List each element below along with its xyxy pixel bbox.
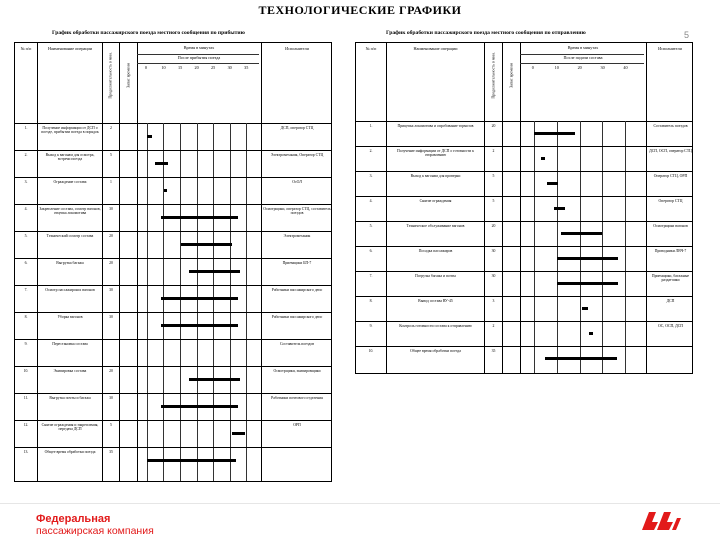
left-row-duration: 30 — [109, 207, 113, 211]
left-schedule-table — [14, 42, 332, 482]
right-schedule-table — [355, 42, 693, 374]
right-row-duration: 20 — [491, 124, 496, 128]
left-row-operation: Снятие ограждения и закрепления, передача ДСП — [41, 423, 99, 432]
left-row-operation: Общее время обработки поезда — [44, 450, 96, 454]
left-row-operation: Перестановка состава — [52, 342, 88, 346]
right-row-operation: Техническое обслуживание вагонов — [406, 224, 465, 228]
left-gantt-bar — [161, 324, 238, 327]
right-row-number: 5. — [369, 224, 373, 228]
left-row-number: 4. — [24, 207, 28, 211]
left-row-operation: Выгрузка почты и багажа — [49, 396, 91, 400]
right-row-executor — [648, 349, 693, 370]
right-row-executor: Оператор СТЦ — [658, 199, 683, 203]
left-row-duration: 5 — [110, 153, 112, 157]
left-row-number: 3. — [24, 180, 28, 184]
right-time-tick: 10 — [554, 65, 559, 70]
left-row-number: 13. — [23, 450, 29, 454]
right-row-number: 3. — [369, 174, 373, 178]
left-row-number: 5. — [24, 234, 28, 238]
left-row-number: 11. — [23, 396, 29, 400]
left-row-operation: Экипировка состава — [53, 369, 87, 373]
left-row-duration — [103, 342, 119, 365]
left-header-num: № п/п — [20, 46, 32, 51]
right-gantt-bar — [547, 182, 557, 185]
left-row-duration: 20 — [109, 261, 113, 265]
left-row-number: 1. — [24, 126, 28, 130]
left-row-operation: Выгрузка багажа — [56, 261, 84, 265]
left-row-duration: 30 — [109, 315, 113, 319]
right-time-tick: 20 — [577, 65, 582, 70]
right-row-duration: 30 — [491, 249, 496, 253]
left-row-executor: Работники пассажирского депо — [271, 288, 323, 292]
left-gantt-bar — [147, 135, 152, 138]
left-row-duration: 30 — [109, 396, 113, 400]
left-row-executor: ОРП — [293, 423, 301, 427]
left-time-tick: 10 — [161, 65, 166, 70]
left-row-duration: 1 — [110, 180, 112, 184]
right-header-executor: Исполнители — [658, 46, 682, 51]
right-gantt-bar — [561, 232, 602, 235]
right-row-number: 8. — [369, 299, 373, 303]
right-row-number: 6. — [369, 249, 373, 253]
left-row-duration: 30 — [109, 288, 113, 292]
right-row-number: 10. — [368, 349, 374, 353]
right-row-executor: ОС, ОСП, ДСП — [657, 324, 684, 328]
rzd-logo-icon — [640, 510, 682, 532]
left-gantt-bar — [164, 189, 167, 192]
right-row-executor: Осмотрщики вагонов — [653, 224, 688, 228]
right-header-time-sub: После подачи состава — [563, 55, 603, 60]
left-gantt-bar — [155, 162, 168, 165]
right-time-tick: 40 — [623, 65, 628, 70]
right-header-time: Время в минутах — [567, 45, 599, 50]
left-time-tick: 0 — [144, 65, 147, 70]
left-row-executor: Приемщики БП-7 — [282, 261, 312, 265]
left-time-tick: 20 — [194, 65, 199, 70]
left-row-duration: 5 — [110, 423, 112, 427]
left-row-operation: Осмотр пассажирских вагонов — [45, 288, 95, 292]
right-row-number: 1. — [369, 124, 373, 128]
right-row-number: 4. — [369, 199, 373, 203]
right-row-duration: 35 — [491, 349, 496, 353]
right-row-operation: Общее время обработки поезда — [410, 349, 461, 353]
left-row-executor: ДСП, оператор СТЦ — [280, 126, 314, 130]
right-row-operation: Прицепка локомотива и опробование тормозов — [397, 124, 474, 128]
left-gantt-bar — [147, 459, 236, 462]
left-row-number: 9. — [24, 342, 28, 346]
left-row-number: 6. — [24, 261, 28, 265]
left-header-time: Время в минутах — [183, 45, 215, 50]
left-row-duration: 2 — [110, 126, 112, 130]
left-header-reserve: Запас времени — [125, 63, 131, 88]
right-row-executor: Оператор СТЦ, ОРП — [653, 174, 688, 178]
right-row-executor: ДСП, ОСП, оператор СТЦ — [649, 149, 692, 153]
left-row-operation: Закрепление состава, осмотр вагонов, отцепка локомотива — [39, 207, 101, 216]
right-row-number: 2. — [369, 149, 373, 153]
left-row-executor: Работники почтового отделения — [271, 396, 323, 400]
left-row-number: 7. — [24, 288, 28, 292]
right-row-operation: Получение информации от ДСП о готовности к отправлению — [397, 149, 474, 158]
left-gantt-bar — [189, 270, 240, 273]
left-row-duration: 20 — [109, 234, 113, 238]
left-row-number: 12. — [23, 423, 29, 427]
footer-divider — [0, 503, 720, 504]
right-header-reserve: Запас времени — [508, 63, 514, 88]
slide-title: ТЕХНОЛОГИЧЕСКИЕ ГРАФИКИ — [258, 3, 462, 17]
left-time-tick: 15 — [177, 65, 183, 70]
right-row-operation: Погрузка багажа и почты — [415, 274, 456, 278]
right-time-tick: 30 — [600, 65, 605, 70]
left-row-executor: Электромеханик, Оператор СТЦ — [270, 153, 324, 157]
left-gantt-bar — [161, 297, 238, 300]
left-header-name: Наименование операции — [47, 46, 92, 51]
right-gantt-bar — [534, 132, 575, 135]
right-row-number: 9. — [369, 324, 373, 328]
left-row-executor: ОсОЛ — [292, 180, 302, 184]
left-row-executor: Осмотрщики, оператор СТЦ, составитель поездов — [263, 207, 331, 216]
left-row-executor — [263, 450, 331, 473]
left-gantt-bar — [232, 432, 245, 435]
right-row-number: 7. — [369, 274, 373, 278]
left-row-operation: Получение информации от ДСП о поезде, прибытии поезда в порядок — [41, 126, 99, 135]
right-gantt-bar — [557, 257, 619, 260]
right-row-duration: 30 — [491, 274, 496, 278]
right-row-operation: Посадка пассажиров — [418, 249, 453, 253]
brand-name-line2: пассажирская компания — [36, 525, 154, 537]
left-row-operation: Ограждение состава — [53, 180, 87, 184]
right-time-tick: 0 — [531, 65, 534, 70]
left-row-operation: Технический осмотр состава — [46, 234, 94, 238]
left-gantt-bar — [161, 405, 238, 408]
right-row-duration: 20 — [491, 224, 496, 228]
right-row-operation: Контроль готовности состава к отправлению — [399, 324, 472, 328]
right-row-operation: Вывод состава ВУ-45 — [418, 299, 453, 303]
left-time-tick: 30 — [227, 65, 232, 70]
left-row-operation: Уборка вагонов — [57, 315, 83, 319]
left-row-number: 2. — [24, 153, 28, 157]
right-gantt-bar — [589, 332, 593, 335]
left-gantt-bar — [161, 216, 238, 219]
left-gantt-bar — [189, 378, 240, 381]
left-row-number: 8. — [24, 315, 28, 319]
right-row-executor: Составитель поездов — [653, 124, 688, 128]
right-row-executor: Приемщики, багажные раздатчики — [651, 274, 690, 283]
left-header-executor: Исполнители — [285, 46, 309, 51]
left-row-executor: Составитель поездов — [279, 342, 315, 346]
right-row-duration: 2 — [492, 324, 495, 328]
left-schedule-title: График обработки пассажирского поезда местного сообщения по прибытию — [52, 30, 245, 36]
right-row-executor: Проводники ЛВЧ-7 — [654, 249, 687, 253]
left-gantt-bar — [181, 243, 232, 246]
left-row-executor: Электромеханик — [283, 234, 311, 238]
left-row-executor: Осмотрщики, экипировщики — [273, 369, 321, 373]
right-schedule-title: График обработки пассажирского поезда местного сообщения по отправлению — [386, 30, 586, 36]
left-row-executor: Работники пассажирского депо — [271, 315, 323, 319]
right-gantt-bar — [554, 207, 564, 210]
right-row-duration: 2 — [492, 149, 495, 153]
right-row-duration: 3 — [492, 299, 495, 303]
left-time-tick: 35 — [244, 65, 249, 70]
right-row-executor: ДСП — [666, 299, 675, 303]
left-row-operation: Выход к вагонам для осмотра, встречи поезда — [45, 153, 95, 162]
brand-name-line1: Федеральная — [36, 513, 111, 525]
left-row-duration: 20 — [109, 369, 113, 373]
right-gantt-bar — [582, 307, 588, 310]
page-number: 5 — [684, 30, 690, 40]
left-time-tick: 25 — [211, 65, 216, 70]
left-header-time-sub: После прибытия поезда — [177, 55, 221, 60]
right-gantt-bar — [557, 282, 619, 285]
right-row-duration: 5 — [492, 199, 495, 203]
left-row-number: 10. — [23, 369, 29, 373]
right-header-duration: Продолжительность в мин. — [490, 52, 496, 99]
right-row-duration: 5 — [492, 174, 495, 178]
right-gantt-bar — [541, 157, 545, 160]
right-header-name: Наименование операции — [413, 46, 458, 51]
right-header-num: № п/п — [365, 46, 377, 51]
right-row-operation: Снятие ограждения — [419, 199, 452, 203]
left-row-duration: 35 — [109, 450, 113, 454]
left-header-duration: Продолжительность в мин. — [107, 52, 113, 99]
right-gantt-bar — [545, 357, 617, 360]
right-row-operation: Выход к вагонам для проверки — [410, 174, 461, 178]
